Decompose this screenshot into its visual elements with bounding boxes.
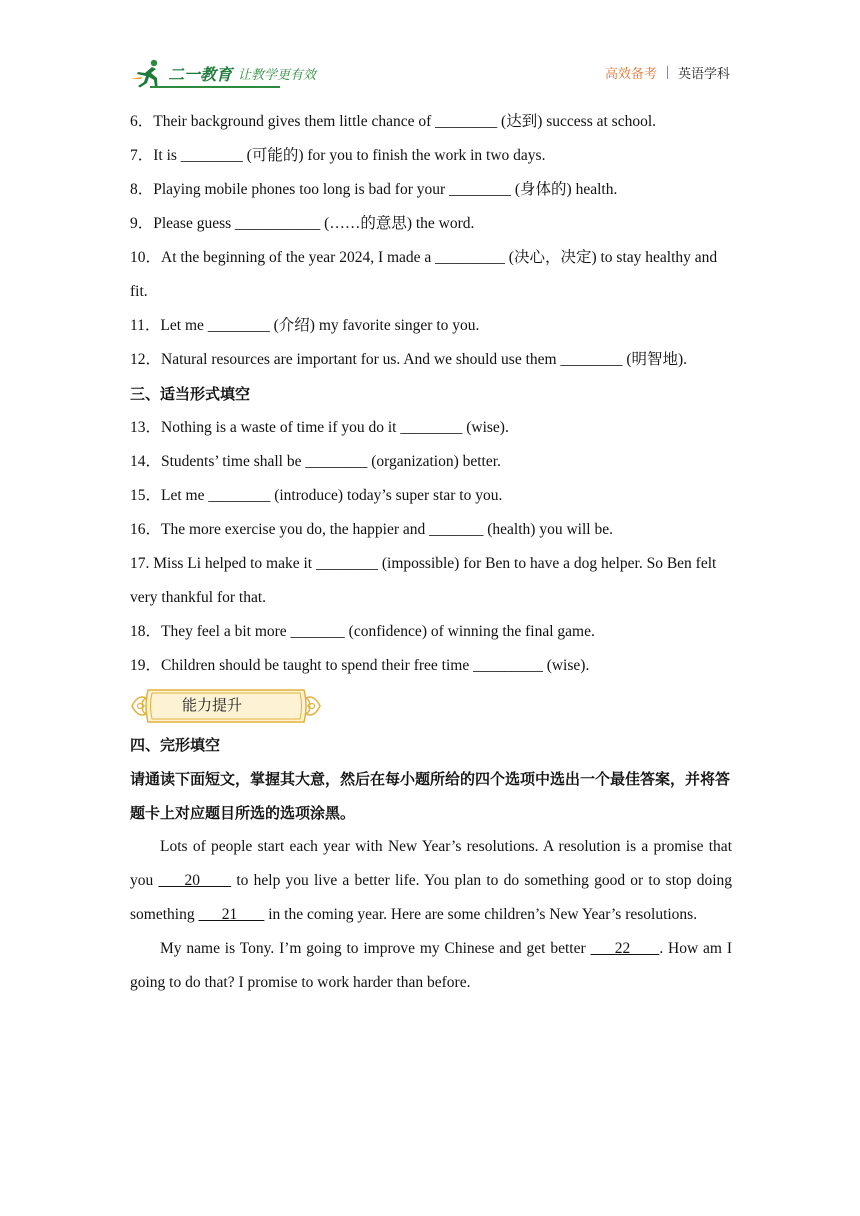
section-4-title: 四、完形填空 [130, 736, 221, 754]
logo-name: 二一教育 [168, 66, 233, 84]
paragraph-1-text-c: in the coming year. Here are some children’s New Year’s resolutions. [264, 906, 698, 923]
question-13: 13．Nothing is a waste of time if you do it ________ (wise). [130, 419, 509, 436]
question-18: 18．They feel a bit more _______ (confidence) of winning the final game. [130, 623, 595, 640]
blank-21: 21 [198, 906, 265, 923]
question-12: 12．Natural resources are important for us. And we should use them ________ (明智地). [130, 351, 688, 368]
paragraph-1-text-a: Lots of people start each year with New Year’s resolutions. A resolution is a promise that you [130, 838, 732, 889]
runner-logo-icon [130, 58, 166, 88]
question-17: 17. Miss Li helped to make it ________ (impossible) for Ben to have a dog helper. So Ben felt very thankful for that. [130, 555, 717, 606]
question-16: 16．The more exercise you do, the happier and _______ (health) you will be. [130, 521, 613, 538]
paragraph-2-text-a: My name is Tony. I’m going to improve my Chinese and get better [160, 940, 591, 957]
question-11: 11．Let me ________ (介绍) my favorite singer to you. [130, 317, 480, 334]
blank-22: 22 [590, 940, 660, 957]
question-10: 10．At the beginning of the year 2024, I made a _________ (决心，决定) to stay healthy and fit. [130, 249, 718, 300]
question-9: 9．Please guess ___________ (……的意思) the word. [130, 215, 475, 232]
paragraph-2-text-b: . How am I going to do that? I promise to work harder than before. [130, 940, 732, 991]
paragraph-1-text-b: to help you live a better life. You plan to do something good or to stop doing something [130, 872, 733, 923]
blank-20: 20 [158, 872, 232, 889]
ability-banner [130, 684, 322, 728]
question-15: 15．Let me ________ (introduce) today’s super star to you. [130, 487, 503, 504]
subject-tags [605, 63, 730, 82]
question-7: 7．It is ________ (可能的) for you to finish the work in two days. [130, 147, 546, 164]
banner-label: 能力提升 [182, 696, 243, 714]
page-header [0, 0, 860, 100]
cloze-instruction: 请通读下面短文，掌握其大意，然后在每小题所给的四个选项中选出一个最佳答案，并将答题卡上对应题目所选的选项涂黑。 [130, 770, 731, 822]
section-3-title: 三、适当形式填空 [130, 385, 251, 403]
logo-underline [150, 86, 280, 88]
tag-english-subject: 英语学科 [677, 67, 730, 82]
question-8: 8．Playing mobile phones too long is bad for your ________ (身体的) health. [130, 181, 618, 198]
passage-paragraph-1 [130, 830, 732, 932]
logo [130, 56, 316, 90]
question-14: 14．Students’ time shall be ________ (organization) better. [130, 453, 501, 470]
logo-slogan: 让教学更有效 [238, 67, 317, 83]
tag-efficient-prep: 高效备考 [604, 67, 657, 82]
passage-paragraph-2 [130, 932, 732, 1000]
tag-divider [667, 66, 668, 79]
question-6: 6．Their background gives them little chance of ________ (达到) success at school. [130, 113, 657, 130]
worksheet-content [130, 105, 732, 1000]
question-19: 19．Children should be taught to spend their free time _________ (wise). [130, 657, 590, 674]
